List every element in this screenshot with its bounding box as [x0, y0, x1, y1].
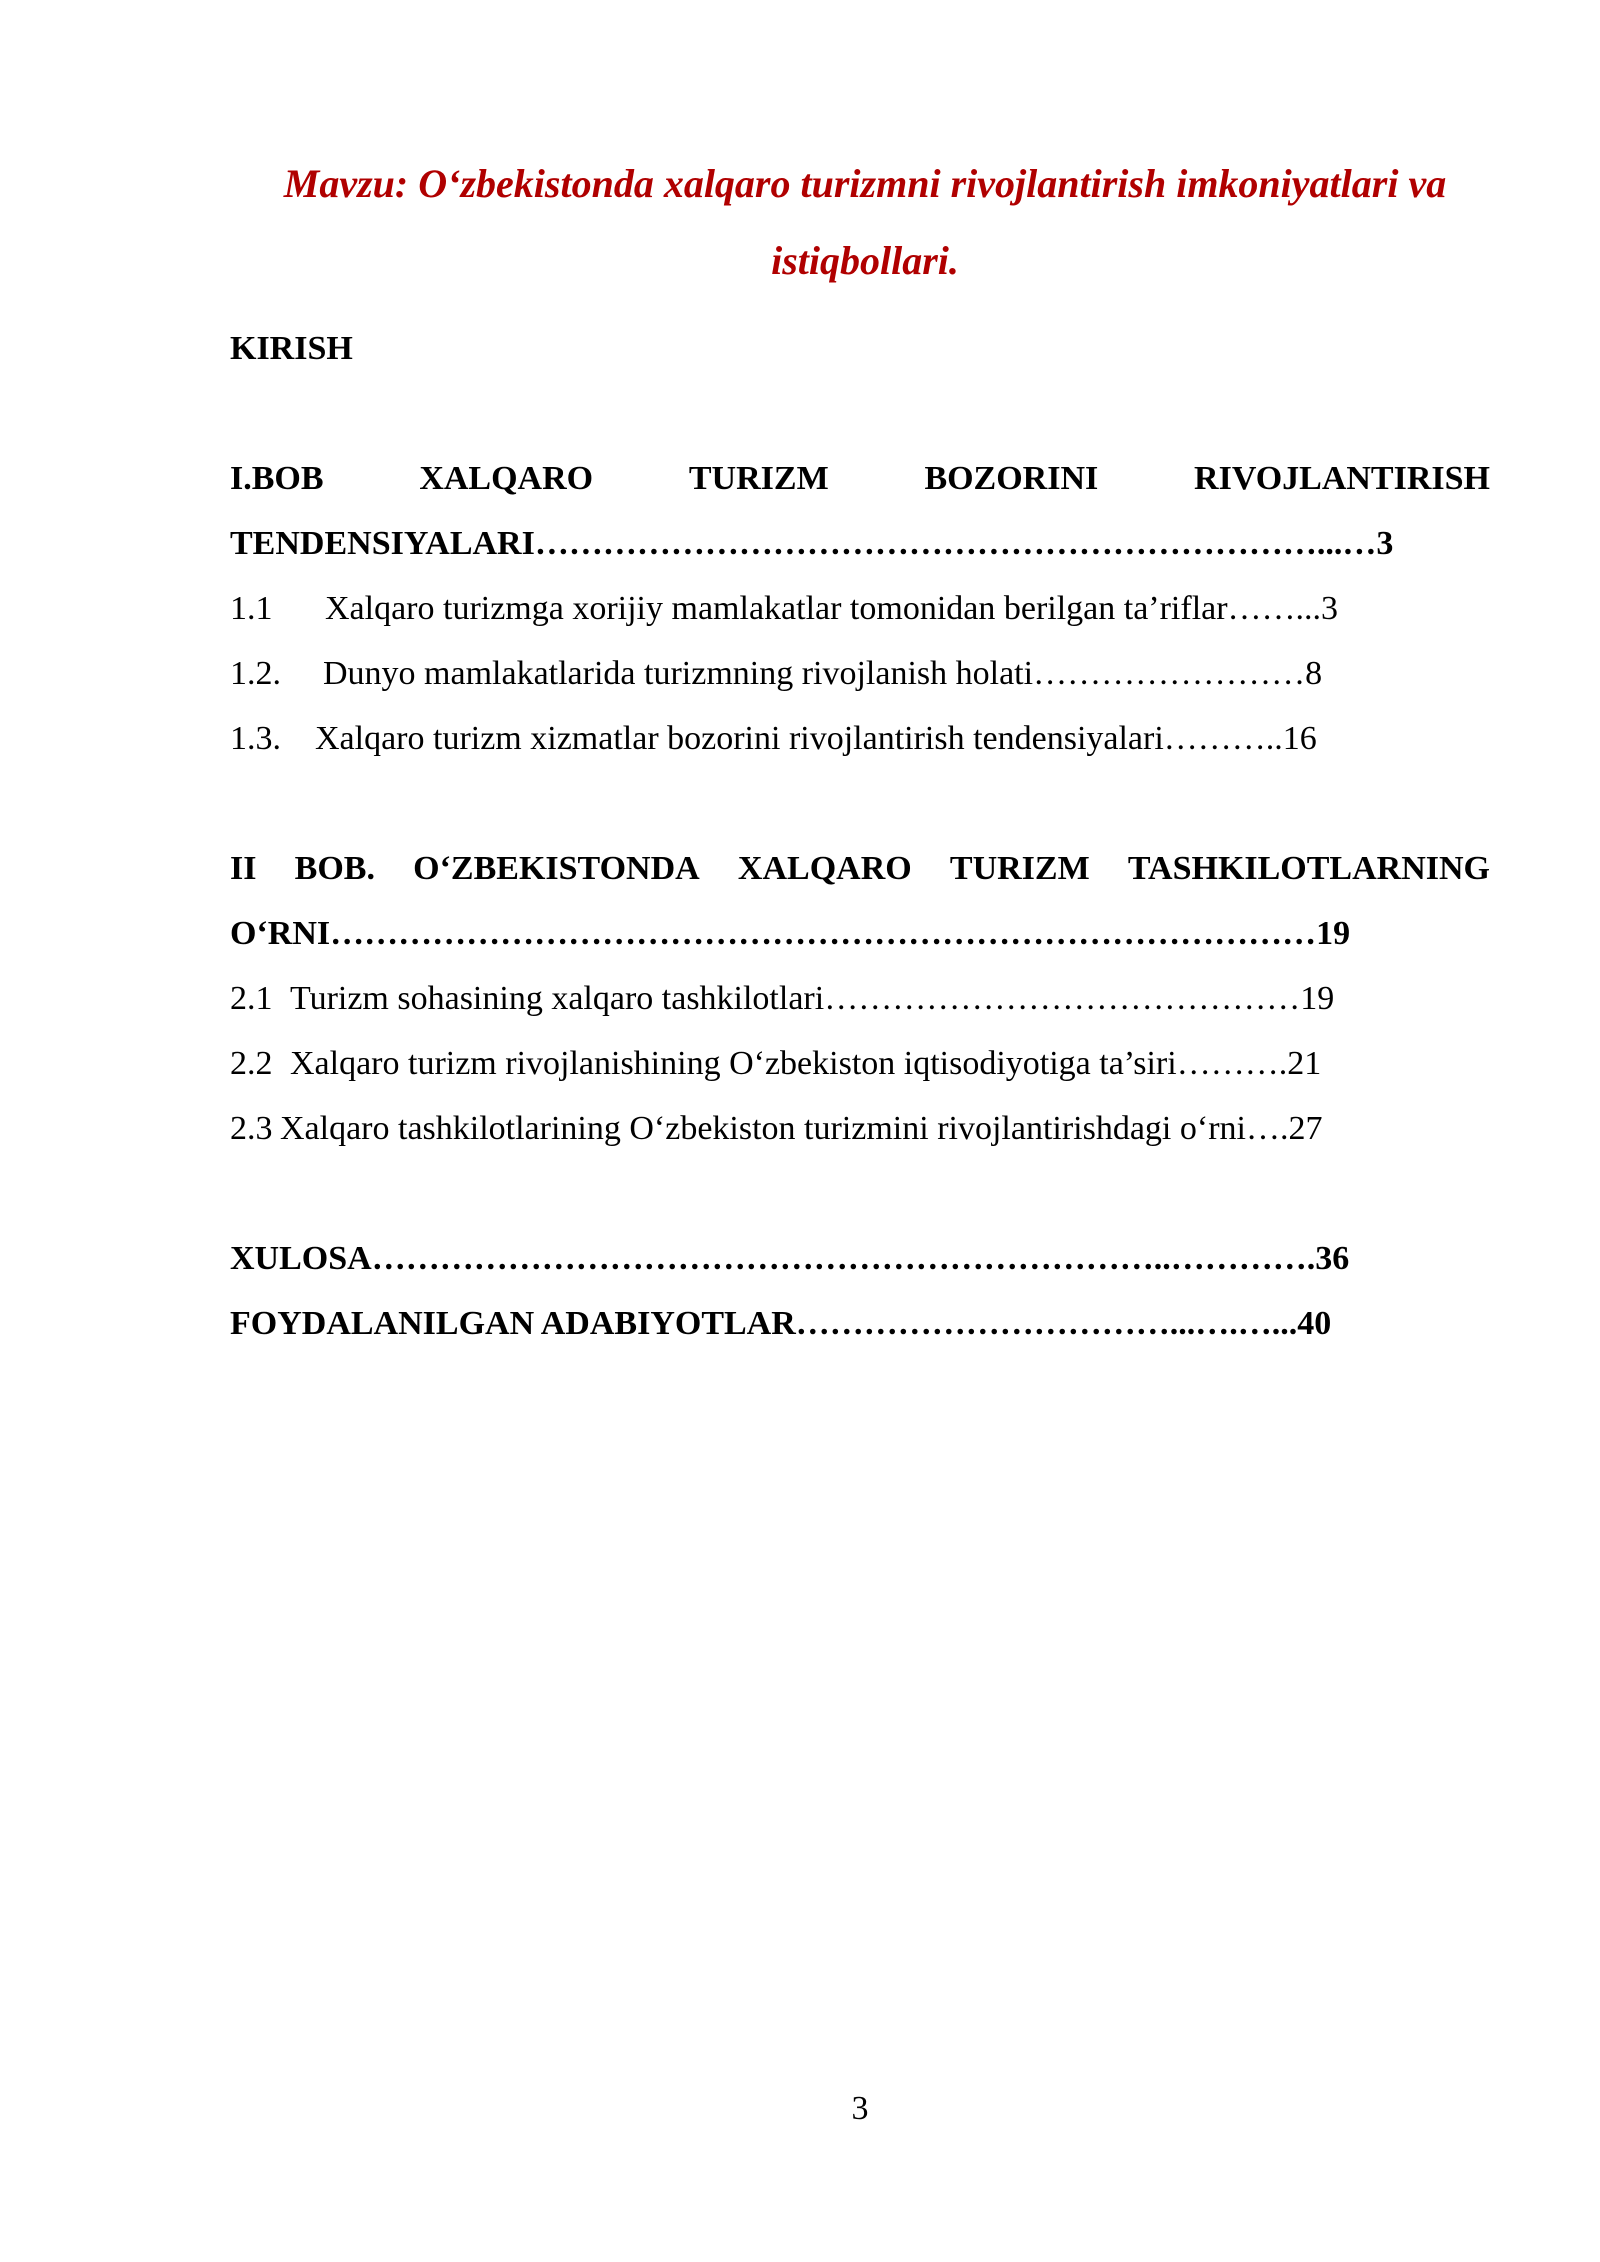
- section-number: 2.3: [230, 1110, 273, 1147]
- chapter2-word: TASHKILOTLARNING: [1127, 850, 1490, 887]
- section-title: Xalqaro tashkilotlarining O‘zbekiston turizmini rivojlantirishdagi o‘rni….27: [280, 1110, 1323, 1147]
- chapter2-heading-line2: O‘RNI……………………………………………………………………………19: [230, 915, 1351, 952]
- chapter2-word: II: [230, 850, 257, 887]
- toc-entry-2-3: [230, 1110, 1322, 1148]
- toc-entry-2-1: [230, 980, 1334, 1018]
- page-number: 3: [851, 2090, 869, 2127]
- section-number: 1.3.: [230, 720, 281, 757]
- chapter1-heading-line1: [230, 460, 1490, 498]
- chapter1-word: XALQARO: [419, 460, 594, 497]
- chapter1-word: BOZORINI: [924, 460, 1099, 497]
- topic-title-line2: istiqbollari.: [771, 238, 959, 283]
- section-number: 2.1: [230, 980, 273, 1017]
- toc-entry-1-3: [230, 720, 1317, 758]
- toc-entry-1-2: [230, 655, 1322, 693]
- section-title: Dunyo mamlakatlarida turizmning rivojlanish holati……………………8: [323, 655, 1323, 692]
- section-title: Xalqaro turizm xizmatlar bozorini rivojlantirish tendensiyalari………..16: [315, 720, 1317, 757]
- topic-title: [220, 145, 1510, 299]
- toc-adabiyotlar: FOYDALANILGAN ADABIYOTLAR……………………………...….…...40: [230, 1305, 1332, 1342]
- chapter2-heading-line1: [230, 850, 1490, 888]
- section-title: Turizm sohasining xalqaro tashkilotlari……………………………………19: [290, 980, 1335, 1017]
- section-number: 1.1: [230, 590, 273, 627]
- toc-entry-2-2: [230, 1045, 1321, 1083]
- chapter1-word: I.BOB: [230, 460, 324, 497]
- chapter2-word: O‘ZBEKISTONDA: [413, 850, 700, 887]
- toc-entry-1-1: [230, 590, 1338, 628]
- chapter2-word: XALQARO: [737, 850, 912, 887]
- heading-kirish: KIRISH: [230, 330, 353, 367]
- chapter1-word: RIVOJLANTIRISH: [1194, 460, 1490, 497]
- chapter1-word: TURIZM: [688, 460, 829, 497]
- section-title: Xalqaro turizmga xorijiy mamlakatlar tomonidan berilgan ta’riflar……...3: [325, 590, 1339, 627]
- chapter2-word: BOB.: [294, 850, 375, 887]
- section-number: 1.2.: [230, 655, 281, 692]
- toc-xulosa: XULOSA……………………………………………………………..………….36: [230, 1240, 1350, 1277]
- topic-title-line1: Mavzu: O‘zbekistonda xalqaro turizmni rivojlantirish imkoniyatlari va: [283, 161, 1447, 206]
- chapter2-word: TURIZM: [949, 850, 1090, 887]
- chapter1-heading-line2: TENDENSIYALARI……………………………………………………………...…3: [230, 525, 1394, 562]
- section-title: Xalqaro turizm rivojlanishining O‘zbekiston iqtisodiyotiga ta’siri……….21: [290, 1045, 1322, 1082]
- section-number: 2.2: [230, 1045, 273, 1082]
